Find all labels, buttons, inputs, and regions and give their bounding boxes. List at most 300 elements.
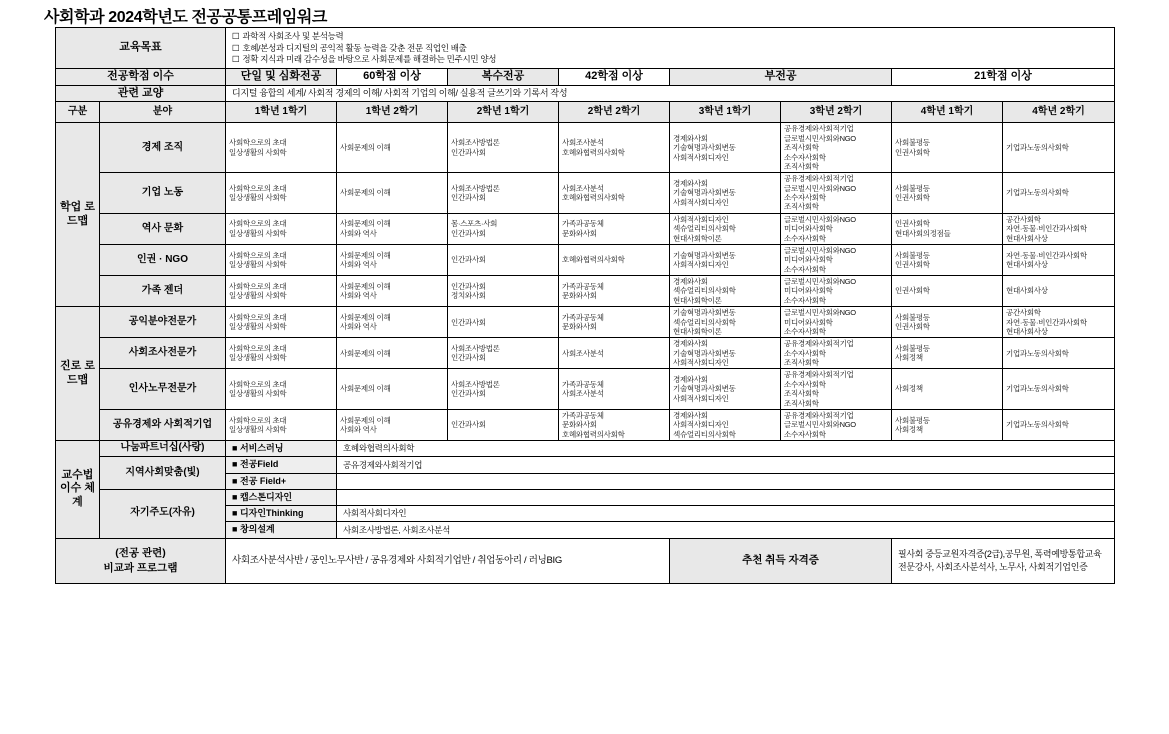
course-cell [781, 338, 892, 369]
table-header-row [56, 102, 1115, 123]
course-name: 인간과사회 [451, 255, 486, 265]
course-name: 사회적사회디자인 [673, 420, 729, 430]
credit-name-double: 복수전공 [448, 68, 559, 85]
credits-label: 전공학점 이수 [56, 68, 226, 85]
course-name: 소수자사회학 [784, 326, 826, 336]
course-name: 섹슈얼리티의사회학 [673, 286, 736, 296]
row-area: 경제 조직 [100, 123, 226, 173]
course-name: 인간과사회 [451, 193, 486, 202]
course-cell [337, 213, 448, 244]
course-cell [1003, 123, 1115, 173]
course-name: 사회적사회디자인 [673, 152, 729, 162]
course-name: 공유경제와사회적기업 [784, 339, 854, 349]
credits-row [56, 68, 1115, 85]
course-name: 글로벌시민사회와NGO [784, 420, 856, 430]
course-name: 일상생활의 사회학 [229, 291, 287, 301]
course-name: 인간과사회 [451, 281, 486, 291]
header-y1s2: 1학년 2학기 [337, 102, 448, 123]
course-cell [448, 369, 559, 410]
method-item-name: ■ 서비스러닝 [226, 441, 337, 457]
header-y3s2: 3학년 2학기 [781, 102, 892, 123]
liberal-label: 관련 교양 [56, 85, 226, 102]
course-name: 호혜와협력의사회학 [562, 147, 625, 157]
course-name: 사회적사회디자인 [673, 197, 729, 207]
course-name: 사회조사분석 [562, 138, 604, 148]
course-cell [448, 409, 559, 440]
course-name: 인권사회학 [895, 322, 930, 332]
course-name: 공유경제와사회적기업 [784, 410, 854, 420]
course-name: 현대사회사상 [1006, 326, 1048, 336]
course-name: 공간사회학 [1006, 308, 1041, 318]
course-cell [670, 307, 781, 338]
course-cell [1003, 409, 1115, 440]
course-cell [670, 409, 781, 440]
course-name: 경제와사회 [673, 133, 708, 143]
course-cell [892, 338, 1003, 369]
course-name: 사회정책 [895, 353, 923, 363]
program-label-line2: 비교과 프로그램 [103, 561, 178, 574]
course-name: 사회적사회디자인 [673, 358, 729, 367]
course-name: 사회와 역사 [340, 259, 377, 269]
course-name: 사회적사회디자인 [673, 393, 729, 403]
course-name: 사회조사분석 [562, 348, 604, 358]
course-name: 인간과사회 [451, 420, 486, 430]
course-name: 소수자사회학 [784, 152, 826, 162]
course-name: 가족과공동체 [562, 281, 604, 291]
course-cell [337, 338, 448, 369]
course-cell [670, 123, 781, 173]
course-cell [670, 244, 781, 275]
course-name: 인간과사회 [451, 389, 486, 399]
course-name: 글로벌시민사회와NGO [784, 214, 856, 224]
credit-name-minor: 부전공 [670, 68, 892, 85]
course-name: 섹슈얼리티의사회학 [673, 317, 736, 327]
course-cell [448, 244, 559, 275]
course-name: 기술혁명과사회변동 [673, 250, 736, 260]
course-name: 글로벌시민사회와NGO [784, 245, 856, 255]
course-name: 인권사회학 [895, 193, 930, 202]
course-name: 기업과노동의사회학 [1006, 188, 1069, 198]
course-name: 가족과공동체 [562, 312, 604, 322]
course-name: 현대사회학이론 [673, 295, 722, 305]
course-name: 기술혁명과사회변동 [673, 384, 736, 394]
course-cell [559, 123, 670, 173]
course-name: 현대사회학이론 [673, 233, 722, 243]
course-cell [781, 276, 892, 307]
course-name: 사회조사방법론 [451, 183, 500, 193]
course-name: 문화와사회 [562, 228, 597, 238]
course-cell [670, 276, 781, 307]
course-name: 기술혁명과사회변동 [673, 188, 736, 198]
course-cell [670, 213, 781, 244]
row-area: 사회조사전문가 [100, 338, 226, 369]
course-cell [781, 409, 892, 440]
course-name: 섹슈얼리티의사회학 [673, 224, 736, 234]
header-y2s2: 2학년 2학기 [559, 102, 670, 123]
course-name: 사회문제의 이해 [340, 281, 391, 291]
method-item-value: 사회조사방법론, 사회조사분석 [337, 522, 1115, 538]
course-name: 글로벌시민사회와NGO [784, 183, 856, 193]
course-name: 사회조사방법론 [451, 343, 500, 353]
course-name: 글로벌시민사회와NGO [784, 277, 856, 286]
course-cell [337, 409, 448, 440]
course-cell [559, 213, 670, 244]
goal-item: ☐ 호혜/본성과 디지털의 공익적 활동 능력을 갖춘 전문 직업인 배출 [232, 42, 467, 53]
header-y2s1: 2학년 1학기 [448, 102, 559, 123]
course-name: 미디어와사회학 [784, 255, 833, 265]
course-cell [448, 307, 559, 338]
course-name: 사회와 역사 [340, 322, 377, 332]
course-cell [337, 123, 448, 173]
course-name: 인권사회학 [895, 286, 930, 296]
course-name: 사회학으로의 초대 [229, 415, 287, 425]
course-name: 소수자사회학 [784, 295, 826, 305]
course-name: 호혜와협력의사회학 [562, 429, 625, 439]
course-name: 소수자사회학 [784, 233, 826, 243]
course-name: 일상생활의 사회학 [229, 389, 287, 399]
course-name: 소수자사회학 [784, 348, 826, 358]
method-category: 나눔파트너십(사랑) [100, 441, 226, 457]
course-name: 사회문제의 이해 [340, 250, 391, 260]
course-name: 사회정책 [895, 384, 923, 394]
course-name: 기술혁명과사회변동 [673, 348, 736, 358]
method-row [56, 441, 1115, 457]
course-cell [448, 338, 559, 369]
course-name: 조직사회학 [784, 161, 819, 171]
course-name: 일상생활의 사회학 [229, 424, 287, 434]
course-cell [781, 244, 892, 275]
course-name: 사회학으로의 초대 [229, 219, 287, 229]
course-cell [559, 173, 670, 214]
goal-item: ☐ 정확 지식과 미래 감수성을 바탕으로 사회문제를 해결하는 민주시민 양성 [232, 54, 497, 65]
method-item-value [337, 473, 1115, 489]
course-cell [226, 338, 337, 369]
course-name: 경제와사회 [673, 375, 708, 385]
course-cell [559, 307, 670, 338]
course-name: 조직사회학 [784, 398, 819, 408]
header-division: 구분 [56, 102, 100, 123]
course-name: 일상생활의 사회학 [229, 353, 287, 363]
row-area: 공익분야전문가 [100, 307, 226, 338]
course-name: 미디어와사회학 [784, 224, 833, 234]
course-name: 가족과공동체 [562, 379, 604, 389]
course-cell [226, 213, 337, 244]
header-y4s1: 4학년 1학기 [892, 102, 1003, 123]
course-name: 조직사회학 [784, 202, 819, 212]
course-name: 사회문제의 이해 [340, 188, 391, 198]
course-cell [226, 307, 337, 338]
course-name: 공유경제와사회적기업 [784, 174, 854, 184]
course-name: 사회조사방법론 [451, 379, 500, 389]
course-name: 기업과노동의사회학 [1006, 348, 1069, 358]
course-cell [226, 369, 337, 410]
course-name: 가족과공동체 [562, 219, 604, 229]
course-cell [892, 123, 1003, 173]
credit-name-single: 단일 및 심화전공 [226, 68, 337, 85]
course-name: 기업과노동의사회학 [1006, 143, 1069, 153]
course-name: 사회조사분석 [562, 389, 604, 399]
course-name: 사회학으로의 초대 [229, 250, 287, 260]
course-cell [670, 338, 781, 369]
course-name: 사회불평등 [895, 138, 930, 148]
course-name: 자연·동물·비인간과사회학 [1006, 224, 1087, 234]
group-label-academic: 학업 로드맵 [56, 123, 100, 307]
course-name: 글로벌시민사회와NGO [784, 308, 856, 318]
course-cell [892, 244, 1003, 275]
method-category: 지역사회맞춤(빛) [100, 457, 226, 490]
course-cell [559, 338, 670, 369]
course-cell [1003, 173, 1115, 214]
course-cell [226, 244, 337, 275]
header-y4s2: 4학년 2학기 [1003, 102, 1115, 123]
header-y3s1: 3학년 1학기 [670, 102, 781, 123]
course-name: 사회문제의 이해 [340, 348, 391, 358]
course-name: 인간과사회 [451, 228, 486, 238]
course-name: 기술혁명과사회변동 [673, 308, 736, 318]
course-name: 가족과공동체 [562, 410, 604, 420]
table-row [56, 276, 1115, 307]
course-name: 소수자사회학 [784, 429, 826, 439]
course-name: 사회와 역사 [340, 228, 377, 238]
course-name: 조직사회학 [784, 389, 819, 399]
course-cell [781, 369, 892, 410]
course-name: 일상생활의 사회학 [229, 228, 287, 238]
course-name: 일상생활의 사회학 [229, 193, 287, 202]
course-name: 사회학으로의 초대 [229, 183, 287, 193]
course-name: 사회불평등 [895, 343, 930, 353]
course-cell [892, 173, 1003, 214]
method-item-name: ■ 창의설계 [226, 522, 337, 538]
table-row [56, 123, 1115, 173]
methods-label: 교수법 이수 체계 [56, 441, 100, 539]
liberal-row [56, 85, 1115, 102]
course-name: 몸·스포츠·사회 [451, 219, 498, 229]
course-name: 소수자사회학 [784, 264, 826, 274]
table-row [56, 173, 1115, 214]
goal-label: 교육목표 [56, 28, 226, 69]
row-area: 기업 노동 [100, 173, 226, 214]
course-name: 일상생활의 사회학 [229, 259, 287, 269]
course-name: 소수자사회학 [784, 193, 826, 202]
course-name: 사회학으로의 초대 [229, 281, 287, 291]
goal-row [56, 28, 1115, 69]
course-cell [892, 213, 1003, 244]
course-cell [337, 307, 448, 338]
course-cell [1003, 369, 1115, 410]
course-name: 사회불평등 [895, 250, 930, 260]
course-cell [670, 173, 781, 214]
course-name: 문화와사회 [562, 291, 597, 301]
course-cell [559, 409, 670, 440]
course-cell [337, 244, 448, 275]
course-name: 사회문제의 이해 [340, 312, 391, 322]
page-title: 사회학과 2024학년도 전공공통프레임워크 [44, 9, 327, 26]
course-cell [1003, 213, 1115, 244]
course-name: 사회문제의 이해 [340, 384, 391, 394]
course-cell [892, 409, 1003, 440]
course-cell [337, 276, 448, 307]
method-row [56, 457, 1115, 473]
checkbox-icon: ☐ [232, 42, 240, 53]
course-name: 문화와사회 [562, 322, 597, 332]
course-cell [226, 409, 337, 440]
course-cell [781, 307, 892, 338]
course-cell [1003, 276, 1115, 307]
header-y1s1: 1학년 1학기 [226, 102, 337, 123]
program-value: 사회조사분석사반 / 공인노무사반 / 공유경제와 사회적기업반 / 취업동아리 / 러닝BIG [226, 538, 670, 583]
course-name: 사회불평등 [895, 183, 930, 193]
course-name: 인간과사회 [451, 353, 486, 363]
course-cell [670, 369, 781, 410]
cert-label: 추천 취득 자격증 [670, 538, 892, 583]
program-label [56, 538, 226, 583]
course-cell [559, 369, 670, 410]
course-name: 미디어와사회학 [784, 286, 833, 296]
liberal-value: 디지털 융합의 세계/ 사회적 경제의 이해/ 사회적 기업의 이해/ 실용적 글쓰기와 기록서 작성 [226, 85, 1115, 102]
course-name: 사회와 역사 [340, 291, 377, 301]
course-cell [892, 369, 1003, 410]
group-label-career: 진로 로드맵 [56, 307, 100, 441]
credit-value-double: 42학점 이상 [559, 68, 670, 85]
method-category: 자기주도(자유) [100, 489, 226, 538]
row-area: 공유경제와 사회적기업 [100, 409, 226, 440]
method-item-value: 공유경제와사회적기업 [337, 457, 1115, 473]
course-name: 인권사회학 [895, 147, 930, 157]
course-cell [781, 213, 892, 244]
course-name: 자연·동물·비인간과사회학 [1006, 317, 1087, 327]
course-name: 글로벌시민사회와NGO [784, 133, 856, 143]
checkbox-icon: ☐ [232, 54, 240, 65]
method-item-name: ■ 캡스톤디자인 [226, 489, 337, 505]
course-cell [226, 173, 337, 214]
course-cell [559, 276, 670, 307]
course-name: 사회학으로의 초대 [229, 138, 287, 148]
course-name: 사회문제의 이해 [340, 415, 391, 425]
method-item-name: ■ 전공 Field+ [226, 473, 337, 489]
table-row [56, 213, 1115, 244]
course-name: 호혜와협력의사회학 [562, 193, 625, 202]
checkbox-icon: ☐ [232, 31, 240, 41]
course-name: 사회문제의 이해 [340, 143, 391, 153]
course-cell [1003, 338, 1115, 369]
course-name: 조직사회학 [784, 358, 819, 367]
course-name: 현대사회학이론 [673, 326, 722, 336]
course-name: 현대사회사상 [1006, 233, 1048, 243]
course-name: 경제와사회 [673, 277, 708, 286]
course-name: 공유경제와사회적기업 [784, 370, 854, 380]
table-row [56, 409, 1115, 440]
header-area: 분야 [100, 102, 226, 123]
course-name: 소수자사회학 [784, 379, 826, 389]
credit-value-minor: 21학점 이상 [892, 68, 1115, 85]
course-name: 공간사회학 [1006, 214, 1041, 224]
table-row [56, 369, 1115, 410]
course-name: 사회불평등 [895, 312, 930, 322]
method-row [56, 489, 1115, 505]
course-name: 섹슈얼리티의사회학 [673, 429, 736, 439]
course-name: 사회정책 [895, 424, 923, 434]
course-cell [337, 369, 448, 410]
row-area: 인사노무전문가 [100, 369, 226, 410]
course-name: 미디어와사회학 [784, 317, 833, 327]
method-item-value [337, 489, 1115, 505]
course-cell [781, 173, 892, 214]
course-name: 인권사회학 [895, 259, 930, 269]
course-name: 인간과사회 [451, 147, 486, 157]
table-row [56, 338, 1115, 369]
course-name: 기업과노동의사회학 [1006, 384, 1069, 394]
course-cell [892, 307, 1003, 338]
course-name: 공유경제와사회적기업 [784, 124, 854, 134]
course-name: 사회학으로의 초대 [229, 312, 287, 322]
course-cell [226, 123, 337, 173]
course-name: 호혜와협력의사회학 [562, 255, 625, 265]
program-label-line1: (전공 관련) [115, 547, 166, 560]
course-name: 사회조사방법론 [451, 138, 500, 148]
course-name: 정치와사회 [451, 291, 486, 301]
goal-item: ☐ 과학적 사회조사 및 분석능력 [232, 31, 344, 41]
method-item-name: ■ 전공Field [226, 457, 337, 473]
course-cell [448, 173, 559, 214]
course-name: 자연·동물·비인간과사회학 [1006, 250, 1087, 260]
method-item-value: 호혜와협력의사회학 [337, 441, 1115, 457]
course-cell [1003, 244, 1115, 275]
course-name: 경제와사회 [673, 410, 708, 420]
course-name: 사회와 역사 [340, 424, 377, 434]
course-name: 인간과사회 [451, 317, 486, 327]
course-name: 현대사회사상 [1006, 286, 1048, 296]
row-area: 인권 · NGO [100, 244, 226, 275]
course-name: 일상생활의 사회학 [229, 322, 287, 332]
course-name: 기업과노동의사회학 [1006, 420, 1069, 430]
course-name: 사회적사회디자인 [673, 259, 729, 269]
row-area: 역사 문화 [100, 213, 226, 244]
method-item-name: ■ 디자인Thinking [226, 506, 337, 522]
cert-value: 필사회 중등교원자격증(2급),공무원, 폭력예방통합교육전문강사, 사회조사분석사, 노무사, 사회적기업인증 [892, 538, 1115, 583]
course-cell [337, 173, 448, 214]
course-name: 기술혁명과사회변동 [673, 143, 736, 153]
course-name: 문화와사회 [562, 420, 597, 430]
course-cell [448, 123, 559, 173]
table-row [56, 244, 1115, 275]
course-name: 사회학으로의 초대 [229, 343, 287, 353]
course-name: 조직사회학 [784, 143, 819, 153]
footer-row [56, 538, 1115, 583]
course-name: 경제와사회 [673, 178, 708, 188]
course-cell [1003, 307, 1115, 338]
course-name: 사회조사분석 [562, 183, 604, 193]
course-cell [226, 276, 337, 307]
course-name: 사회문제의 이해 [340, 219, 391, 229]
course-name: 경제와사회 [673, 339, 708, 349]
course-name: 사회적사회디자인 [673, 214, 729, 224]
course-name: 현대사회사상 [1006, 259, 1048, 269]
credit-value-single: 60학점 이상 [337, 68, 448, 85]
course-cell [448, 276, 559, 307]
method-item-value: 사회적사회디자인 [337, 506, 1115, 522]
course-cell [448, 213, 559, 244]
course-cell [781, 123, 892, 173]
table-row [56, 307, 1115, 338]
course-name: 사회불평등 [895, 415, 930, 425]
course-cell [559, 244, 670, 275]
goal-list [226, 28, 1115, 69]
course-name: 인권사회학 [895, 219, 930, 229]
course-name: 일상생활의 사회학 [229, 147, 287, 157]
row-area: 가족 젠더 [100, 276, 226, 307]
course-name: 사회학으로의 초대 [229, 379, 287, 389]
course-name: 현대사회의정점들 [895, 228, 951, 238]
